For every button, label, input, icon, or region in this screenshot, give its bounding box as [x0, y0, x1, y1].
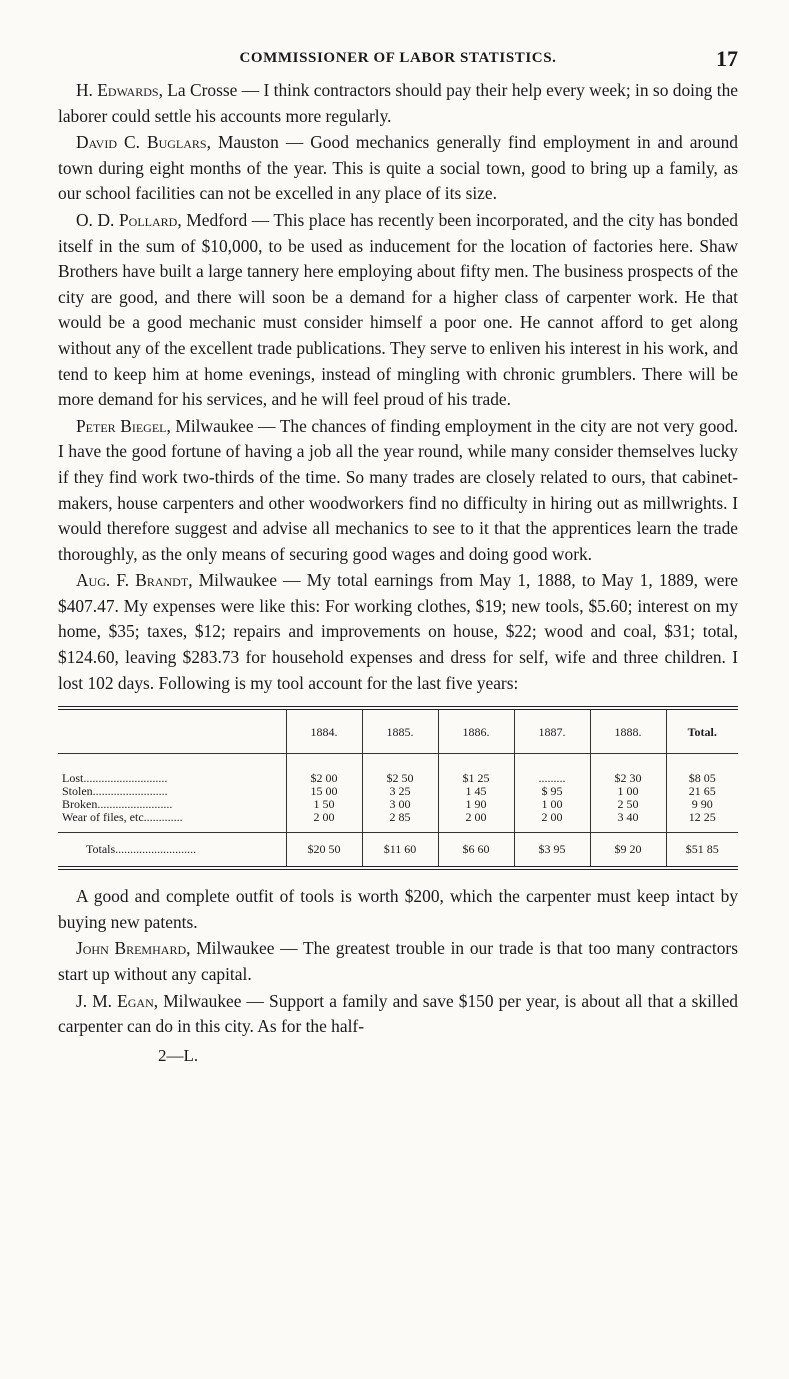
- cell: .........: [514, 754, 590, 786]
- cell: $2 50: [362, 754, 438, 786]
- paragraph-text: , La Crosse — I think contractors should pay their help every week; in so doing the laborer could settle his accounts more regularly.: [58, 80, 738, 126]
- cell: 2 85: [362, 811, 438, 833]
- cell: 2 00: [286, 811, 362, 833]
- respondent-name: John Bremhard: [76, 938, 187, 959]
- cell: 3 25: [362, 785, 438, 798]
- total-cell: $9 20: [590, 833, 666, 867]
- total-cell: $11 60: [362, 833, 438, 867]
- paragraph-text: , Milwaukee — My total earnings from May 1, 1888, to May 1, 1889, were $407.47. My expenses were like this: For working clothes, $19; new tools, $5.60; interest on my home, $35; taxes, $12; repairs and improvements on house, $22; wood and coal, $31; total, $124.60, leaving $283.73 for household expenses and dress for self, wife and three children. I lost 102 days. Following is my tool account for the last five years:: [58, 570, 738, 693]
- respondent-name: Aug. F. Brandt: [76, 570, 189, 591]
- header-cell: 1886.: [438, 710, 514, 754]
- cell: 1 90: [438, 798, 514, 811]
- paragraph: [58, 884, 738, 935]
- paragraph: [58, 414, 738, 568]
- cell: 15 00: [286, 785, 362, 798]
- signature-mark: 2—L.: [158, 1045, 199, 1065]
- paragraph-text: , Mauston — Good mechanics generally find employment in and around town during eight months of the year. This is quite a social town, good to bring up a family, as our school facilities can not be excelled in any place of its size.: [58, 132, 738, 204]
- tool-account-table-wrap: [58, 706, 738, 870]
- page-header: [58, 44, 738, 78]
- table-bottom-rule: [58, 866, 738, 870]
- tool-account-table: [58, 710, 738, 866]
- respondent-name: J. M. Egan: [76, 990, 154, 1011]
- table-header-row: [58, 710, 738, 754]
- total-cell: $51 85: [666, 833, 738, 867]
- cell: $8 05: [666, 754, 738, 786]
- header-cell-total: Total.: [666, 710, 738, 754]
- total-cell: $6 60: [438, 833, 514, 867]
- paragraph: [58, 208, 738, 413]
- cell: 1 00: [514, 798, 590, 811]
- paragraph: [58, 130, 738, 207]
- table-row: [58, 754, 738, 786]
- cell: $ 95: [514, 785, 590, 798]
- cell: 2 00: [438, 811, 514, 833]
- paragraph-text: A good and complete outfit of tools is worth $200, which the carpenter must keep intact by buying new patents.: [58, 886, 738, 932]
- row-label: Stolen.........................: [62, 784, 168, 799]
- cell: 12 25: [666, 811, 738, 833]
- header-cell: 1888.: [590, 710, 666, 754]
- cell: $2 30: [590, 754, 666, 786]
- header-cell: 1884.: [286, 710, 362, 754]
- paragraph-text: , Milwaukee — Support a family and save $150 per year, is about all that a skilled carpenter can do in this city. As for the half-: [58, 990, 738, 1037]
- cell: 1 00: [590, 785, 666, 798]
- totals-row: [58, 833, 738, 867]
- paragraph: [58, 568, 738, 696]
- total-cell: $20 50: [286, 833, 362, 867]
- cell: $2 00: [286, 754, 362, 786]
- cell: 1 45: [438, 785, 514, 798]
- respondent-name: David C. Buglars: [76, 132, 207, 153]
- cell: 2 00: [514, 811, 590, 833]
- totals-label: Totals...........................: [58, 833, 286, 867]
- row-label: Lost............................: [62, 771, 168, 786]
- paragraph-text: , Medford — This place has recently been incorporated, and the city has bonded itself in the sum of $10,000, to be used as inducement for the location of factories here. Shaw Brothers have built a large tannery here employing about fifty men. The business prospects of the city are good, and there will soon be a demand for a higher class of carpenter work. He that would be a good mechanic must consider himself a poor one. He cannot afford to get along without any of the excellent trade publications. They serve to enliven his interest in his work, and tend to keep him at home evenings, instead of mingling with chronic grumblers. There will be more demand for his services, and he will feel proud of his trade.: [58, 209, 738, 410]
- paragraph-text: , Milwaukee — The greatest trouble in our trade is that too many contractors start up without any capital.: [58, 938, 738, 985]
- paragraph-text: , Milwaukee — The chances of finding employment in the city are not very good. I have the good fortune of having a job all the year round, while many consider themselves lucky if they find work two-thirds of the time. So many trades are closely related to ours, that cabinet-makers, house carpenters and other woodworkers find no difficulty in hiring out as millwrights. I would therefore suggest and advise all mechanics to see to it that the apprentices learn the trade thoroughly, as the only means of securing good wages and doing good work.: [58, 415, 738, 564]
- header-cell: 1887.: [514, 710, 590, 754]
- cell: 9 90: [666, 798, 738, 811]
- cell: 1 50: [286, 798, 362, 811]
- row-label: Wear of files, etc.............: [62, 810, 183, 825]
- respondent-name: O. D. Pollard: [76, 209, 178, 230]
- body-text-continued: [58, 884, 738, 1040]
- paragraph: [58, 989, 738, 1040]
- row-label: Broken.........................: [62, 797, 173, 812]
- cell: 3 40: [590, 811, 666, 833]
- running-title: COMMISSIONER OF LABOR STATISTICS.: [239, 50, 557, 66]
- table-row: [58, 811, 738, 833]
- cell: 3 00: [362, 798, 438, 811]
- total-cell: $3 95: [514, 833, 590, 867]
- cell: 2 50: [590, 798, 666, 811]
- header-cell-blank: [58, 710, 286, 754]
- respondent-name: H. Edwards: [76, 80, 159, 100]
- body-text: [58, 78, 738, 696]
- cell: $1 25: [438, 754, 514, 786]
- paragraph: [58, 78, 738, 129]
- paragraph: [58, 936, 738, 987]
- page-number: 17: [716, 46, 738, 71]
- document-page: [58, 44, 738, 1066]
- header-cell: 1885.: [362, 710, 438, 754]
- cell: 21 65: [666, 785, 738, 798]
- respondent-name: Peter Biegel: [76, 415, 167, 436]
